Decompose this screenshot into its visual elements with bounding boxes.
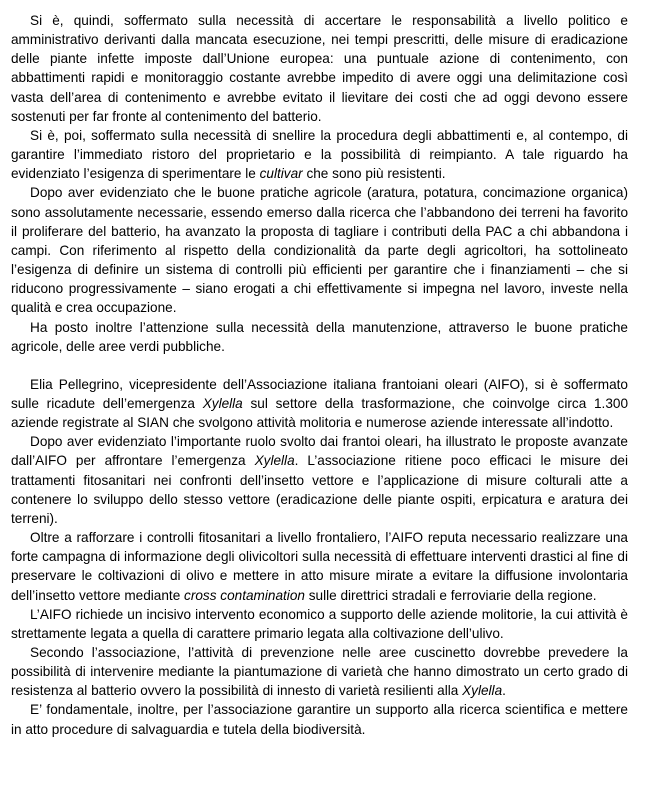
document-page: [11, 11, 628, 739]
paragraph-text: .: [502, 683, 506, 699]
italic-term: Xylella: [462, 683, 503, 699]
paragraph-7: [11, 528, 628, 605]
paragraph-6: [11, 432, 628, 528]
paragraph-text: . L’associazione ritiene poco efficaci le misure dei trattamenti fitosanitari nei confronti dell’insetto vettore e l’applicazione di misure colturali atte a contenere lo sviluppo dello stesso vettore (eradicazione delle piante ospiti, erpicatura e aratura dei terreni).: [11, 453, 628, 526]
paragraph-3: [11, 183, 628, 317]
paragraph-4: [11, 318, 628, 356]
paragraph-10: [11, 700, 628, 738]
paragraph-text: Si è, quindi, soffermato sulla necessità di accertare le responsabilità a livello politico e amministrativo derivanti dalla mancata esecuzione, nei tempi prescritti, delle misure di eradicazione delle piante infette imposte dall’Unione europea: una puntuale azione di contenimento, con abbattimenti rapidi e monitoraggio costante avrebbe impedito di avere oggi una delimitazione così vasta dell’area di contenimento e avrebbe evitato il lievitare dei costi che ad oggi devono essere sostenuti per far fronte al contenimento del batterio.: [11, 13, 628, 124]
paragraph-text: Ha posto inoltre l’attenzione sulla necessità della manutenzione, attraverso le buone pratiche agricole, delle aree verdi pubbliche.: [11, 319, 628, 354]
paragraph-text: L’AIFO richiede un incisivo intervento economico a supporto delle aziende molitorie, la cui attività è strettamente legata a quella di carattere primario legata alla coltivazione dell’ulivo.: [11, 606, 628, 641]
italic-term: Xylella: [254, 453, 295, 469]
paragraph-1: [11, 11, 628, 126]
paragraph-text: che sono più resistenti.: [302, 166, 446, 182]
paragraph-text: Dopo aver evidenziato che le buone pratiche agricole (aratura, potatura, concimazione organica) sono assolutamente necessarie, essendo emerso dalla ricerca che l’abbandono dei terreni ha favorito il proliferare del batterio, ha avanzato la proposta di tagliare i contributi della PAC a chi abbandona i campi. Con riferimento al rispetto della condizionalità da parte degli agricoltori, ha sottolineato l’esigenza di definire un sistema di controlli più efficienti per garantire che i finanziamenti – che si riducono progressivamente – siano erogati a chi effettivamente si impegna nel lavoro, investe nella qualità e crea occupazione.: [11, 185, 628, 316]
paragraph-text: Dopo aver evidenziato l’importante ruolo svolto dai frantoi oleari, ha illustrato le proposte avanzate dall’AIFO per affrontare l’emergenza: [11, 434, 628, 469]
paragraph-text: Si è, poi, soffermato sulla necessità di snellire la procedura degli abbattimenti e, al contempo, di garantire l’immediato ristoro del proprietario e la possibilità di reimpianto. A tale riguardo ha evidenziato l’esigenza di sperimentare le: [11, 127, 628, 182]
paragraph-8: [11, 605, 628, 643]
paragraph-gap: [11, 356, 628, 375]
paragraph-5: [11, 375, 628, 432]
italic-term: Xylella: [202, 395, 243, 411]
paragraph-text: E’ fondamentale, inoltre, per l’associazione garantire un supporto alla ricerca scientifica e mettere in atto procedure di salvaguardia e tutela della biodiversità.: [11, 702, 628, 737]
paragraph-text: Secondo l’associazione, l’attività di prevenzione nelle aree cuscinetto dovrebbe prevedere la possibilità di intervenire mediante la piantumazione di varietà che hanno dimostrato un certo grado di resistenza al batterio ovvero la possibilità di innesto di varietà resilienti alla: [11, 645, 628, 699]
paragraph-2: [11, 126, 628, 183]
paragraph-text: Elia Pellegrino, vicepresidente dell’Associazione italiana frantoiani oleari (AIFO), si è soffermato sulle ricadute dell’emergenza: [11, 376, 628, 411]
paragraph-9: [11, 643, 628, 700]
italic-term: cross contamination: [184, 587, 305, 603]
paragraph-text: sul settore della trasformazione, che coinvolge circa 1.300 aziende registrate al SIAN che svolgono attività molitoria e numerose aziende interessate all’indotto.: [11, 395, 628, 431]
paragraph-text: Oltre a rafforzare i controlli fitosanitari a livello frontaliero, l’AIFO reputa necessario realizzare una forte campagna di informazione degli olivicoltori sulla necessità di effettuare interventi drastici al fine di preservare le coltivazioni di olivo e mettere in atto misure mirate a evitare la diffusione involontaria dell’insetto vettore mediante: [11, 530, 628, 603]
italic-term: cultivar: [259, 166, 303, 182]
paragraph-text: sulle direttrici stradali e ferroviarie della regione.: [304, 587, 597, 603]
